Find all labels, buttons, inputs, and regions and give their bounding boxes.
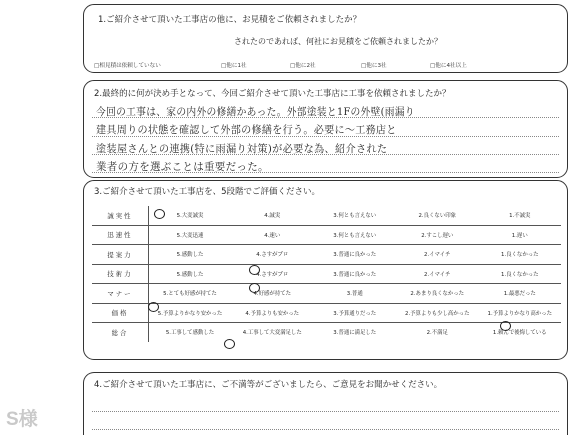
rating-category: 迅速性 [92,225,149,245]
rating-option[interactable]: 4.さすがプロ [231,245,314,265]
q4-question: 4.ご紹介させて頂いた工事店に、ご不満等がございましたら、ご意見をお聞かせください。 [94,380,443,390]
rating-option[interactable]: 3.普通 [314,284,397,304]
q1-option[interactable]: □他に1社 [221,63,247,69]
rating-row [92,225,561,245]
rating-option[interactable]: 1.頼んで後悔している [492,330,547,337]
selection-circle [148,302,159,312]
rating-option[interactable]: 4.好感が持てた [231,284,314,304]
rating-row [92,303,561,323]
rating-option[interactable]: 1.最悪だった [479,284,562,304]
q1-option[interactable]: □他に4社以上 [430,63,467,69]
rating-option[interactable]: 2.イマイチ [396,264,479,284]
rating-category: 提案力 [92,245,149,265]
selection-circle [249,265,260,275]
answer-rule [92,411,559,412]
section-q1 [83,4,568,73]
rating-option[interactable]: 5.感動した [149,245,232,265]
rating-category: 技術力 [92,264,149,284]
rating-option[interactable]: 2.あまり良くなかった [396,284,479,304]
rating-option[interactable]: 2.すこし遅い [396,225,479,245]
rating-option[interactable]: 3.予算通りだった [314,303,397,323]
selection-circle [224,339,235,349]
selection-circle [154,209,165,219]
rating-option[interactable]: 2.イマイチ [396,245,479,265]
rating-option[interactable]: 4.誠実 [231,206,314,225]
rating-category: マナー [92,284,149,304]
rating-option[interactable]: 3.普通に満足した [333,330,377,337]
q1-question: 1.ご紹介させて頂いた工事店の他に、お見積をご依頼されましたか？ [98,15,362,25]
q1-option[interactable]: □相見積は依頼していない [94,63,161,69]
rating-option[interactable]: 3.何とも言えない [314,206,397,225]
rating-table [92,206,561,342]
handwritten-answer-line: 建具周りの状態を確認して外部の修繕を行う。必要に〜工務店と [96,124,397,136]
rating-option[interactable]: 3.普通に良かった [314,264,397,284]
rating-option[interactable]: 1.良くなかった [479,264,562,284]
handwritten-answer-line: 今回の工事は、家の内外の修繕かあった。外部塗装と1Fの外壁(雨漏り [96,106,415,118]
rating-option[interactable]: 5.とても好感が持てた [149,284,232,304]
rating-option[interactable]: 4.さすがプロ [231,264,314,284]
rating-row [92,323,561,342]
section-q2 [83,80,568,178]
rating-option[interactable]: 2.不満足 [426,330,448,337]
q1-option[interactable]: □他に2社 [290,63,316,69]
handwritten-answer-line: 塗装屋さんとの連携(特に雨漏り対策)が必要な為、紹介された [96,143,388,155]
handwritten-answer-line: 業者の方を選ぶことは重要だった。 [96,161,269,173]
q1-followup: されたのであれば、何社にお見積をご依頼されましたか？ [234,37,442,46]
customer-label: S様 [6,409,38,430]
q1-option[interactable]: □他に3社 [361,63,387,69]
rating-row [92,264,561,284]
rating-option[interactable]: 5.大変誠実 [149,206,232,225]
rating-category: 総合 [92,323,149,342]
selection-circle [500,321,511,331]
rating-category: 価格 [92,303,149,323]
rating-category: 誠実性 [92,206,149,225]
rating-option[interactable]: 4.予算よりも安かった [231,303,314,323]
selection-circle [249,283,260,293]
rating-row [92,284,561,304]
section-q4 [83,372,568,435]
rating-option[interactable]: 5.大変迅速 [149,225,232,245]
rating-option[interactable]: 5.工事して感動した [165,330,215,337]
rating-option[interactable]: 1.予算よりかなり高かった [479,303,562,323]
rating-option[interactable]: 5.予算よりかなり安かった [149,303,232,323]
rating-option[interactable]: 5.感動した [149,264,232,284]
rating-option[interactable]: 2.予算よりも少し高かった [396,303,479,323]
rating-option[interactable]: 1.良くなかった [479,245,562,265]
q3-question: 3.ご紹介させて頂いた工事店を、5段階でご評価ください。 [94,187,321,197]
rating-row [92,245,561,265]
rating-option[interactable]: 3.普通に良かった [314,245,397,265]
rating-option[interactable]: 3.何とも言えない [314,225,397,245]
rating-option[interactable]: 1.不誠実 [479,206,562,225]
rating-option[interactable]: 2.良くない印象 [396,206,479,225]
rating-option[interactable]: 4.工事して大変満足した [242,330,302,337]
rating-option[interactable]: 1.遅い [479,225,562,245]
rating-option[interactable]: 4.速い [231,225,314,245]
answer-rule [92,429,559,430]
q2-question: 2.最終的に何が決め手となって、今回ご紹介させて頂いた工事店に工事を依頼されましたか？ [94,89,451,99]
section-q3 [83,180,568,360]
